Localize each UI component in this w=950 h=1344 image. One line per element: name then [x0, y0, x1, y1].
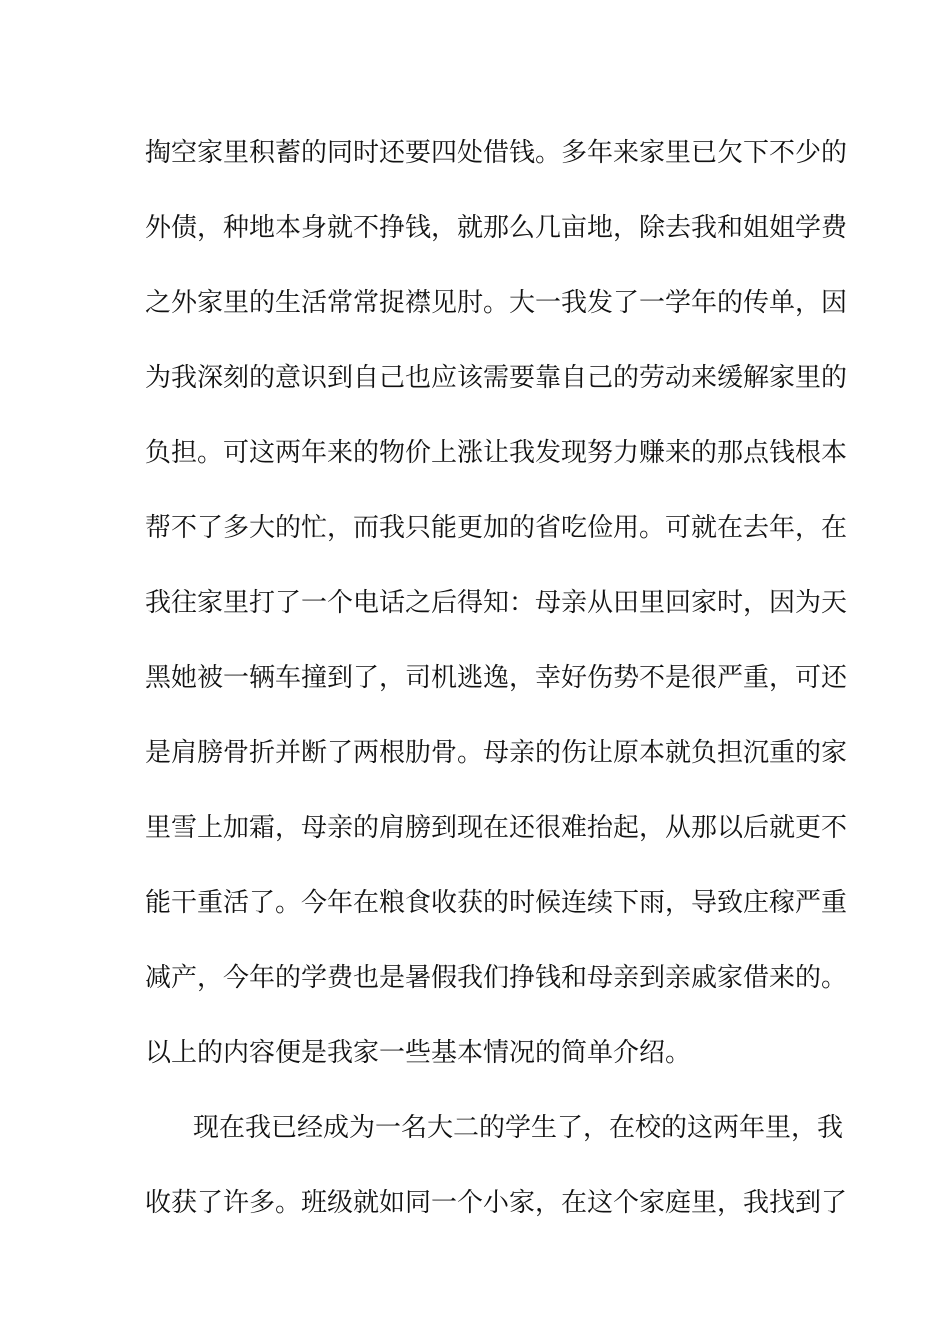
text-line: 里雪上加霜，母亲的肩膀到现在还很难抬起，从那以后就更不: [145, 813, 848, 843]
text-line: 是肩膀骨折并断了两根肋骨。母亲的伤让原本就负担沉重的家: [145, 738, 848, 768]
text-line: 黑她被一辆车撞到了，司机逃逸，幸好伤势不是很严重，可还: [145, 663, 848, 693]
body-text: [145, 130, 848, 1255]
text-line: 负担。可这两年来的物价上涨让我发现努力赚来的那点钱根本: [145, 438, 848, 468]
text-line: 外债，种地本身就不挣钱，就那么几亩地，除去我和姐姐学费: [145, 213, 848, 243]
text-line: 收获了许多。班级就如同一个小家，在这个家庭里，我找到了: [145, 1188, 848, 1218]
text-line: 帮不了多大的忙，而我只能更加的省吃俭用。可就在去年，在: [145, 513, 848, 543]
text-line-indented: 现在我已经成为一名大二的学生了，在校的这两年里，我: [193, 1113, 844, 1143]
text-line: 我往家里打了一个电话之后得知：母亲从田里回家时，因为天: [145, 588, 848, 618]
text-line: 减产，今年的学费也是暑假我们挣钱和母亲到亲戚家借来的。: [145, 963, 848, 993]
text-line: 能干重活了。今年在粮食收获的时候连续下雨，导致庄稼严重: [145, 888, 848, 918]
text-line: 为我深刻的意识到自己也应该需要靠自己的劳动来缓解家里的: [145, 363, 848, 393]
text-line: 掏空家里积蓄的同时还要四处借钱。多年来家里已欠下不少的: [145, 138, 848, 168]
text-line: 以上的内容便是我家一些基本情况的简单介绍。: [145, 1038, 692, 1068]
text-line: 之外家里的生活常常捉襟见肘。大一我发了一学年的传单，因: [145, 288, 848, 318]
